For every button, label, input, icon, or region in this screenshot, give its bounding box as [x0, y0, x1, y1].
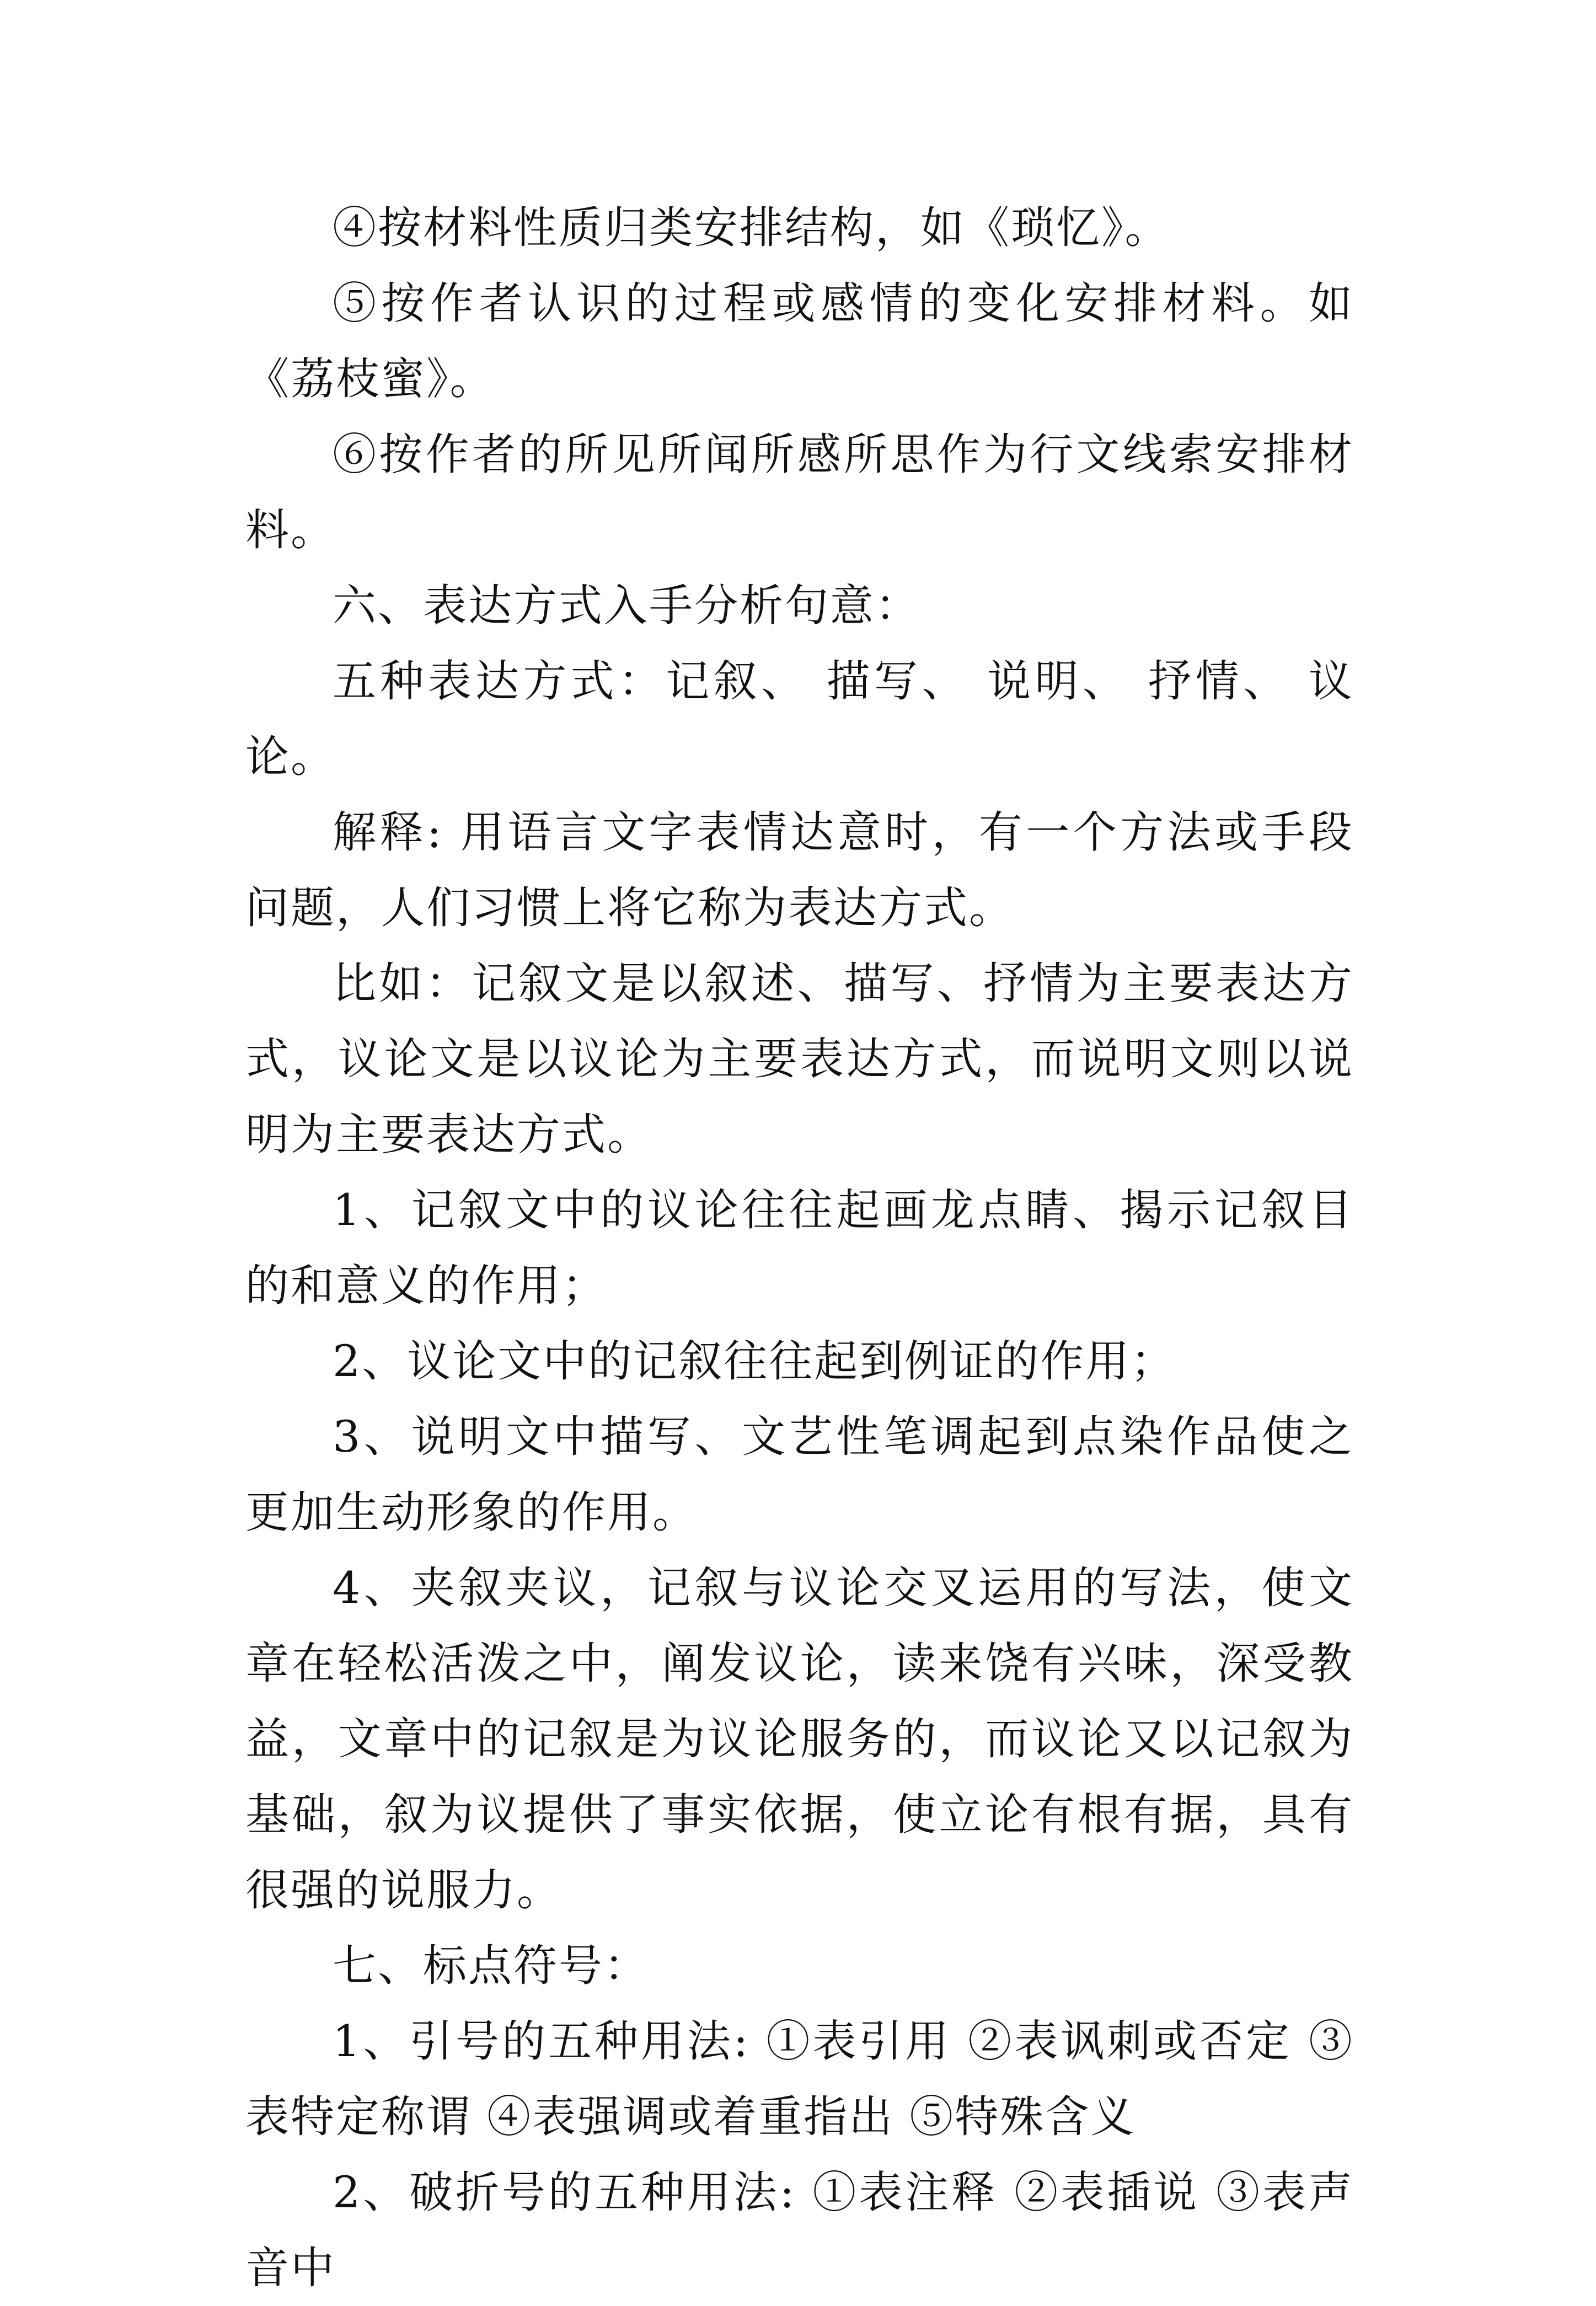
list-item-dash: 2、破折号的五种用法: ①表注释 ②表插说 ③表声音中 — [245, 2167, 1354, 2293]
paragraph-structure-by-material: ④按材料性质归类安排结构，如《琐忆》。 — [333, 202, 1170, 253]
list-item-argument-narrative: 2、议论文中的记叙往往起到例证的作用； — [333, 1336, 1176, 1387]
paragraph-explanation: 解释: 用语言文字表情达意时，有一个方法或手段问题，人们习惯上将它称为表达方式。 — [245, 807, 1354, 933]
paragraph-structure-by-clues: ⑥按作者的所见所闻所感所思作为行文线索安排材料。 — [245, 429, 1354, 555]
section-heading-punctuation: 七、标点符号： — [333, 1940, 649, 1991]
paragraph-five-expressions: 五种表达方式：记叙、 描写、 说明、 抒情、 议论。 — [245, 656, 1354, 782]
list-item-narrative-argument: 1、记叙文中的议论往往起画龙点睛、揭示记叙目的和意义的作用； — [245, 1185, 1354, 1311]
list-item-mixed-narration: 4、夹叙夹议，记叙与议论交叉运用的写法，使文章在轻松活泼之中，阐发议论，读来饶有兴味，深受教益，文章中的记叙是为议论服务的，而议论又以记叙为基础，叙为议提供了事实依据，使立论有根有据，具有很强的说服力。 — [245, 1563, 1354, 1916]
section-heading-expression: 六、表达方式入手分析句意： — [333, 580, 920, 631]
body-text — [245, 190, 1354, 2306]
list-item-quotation-marks: 1、引号的五种用法: ①表引用 ②表讽刺或否定 ③表特定称谓 ④表强调或着重指出 ⑤特殊含义 — [245, 2016, 1354, 2142]
paragraph-structure-by-cognition: ⑤按作者认识的过程或感情的变化安排材料。如《荔枝蜜》。 — [245, 278, 1354, 404]
list-item-expository-description: 3、说明文中描写、文艺性笔调起到点染作品使之更加生动形象的作用。 — [245, 1411, 1354, 1538]
paragraph-example: 比如：记叙文是以叙述、描写、抒情为主要表达方式，议论文是以议论为主要表达方式，而说明文则以说明为主要表达方式。 — [245, 958, 1354, 1160]
